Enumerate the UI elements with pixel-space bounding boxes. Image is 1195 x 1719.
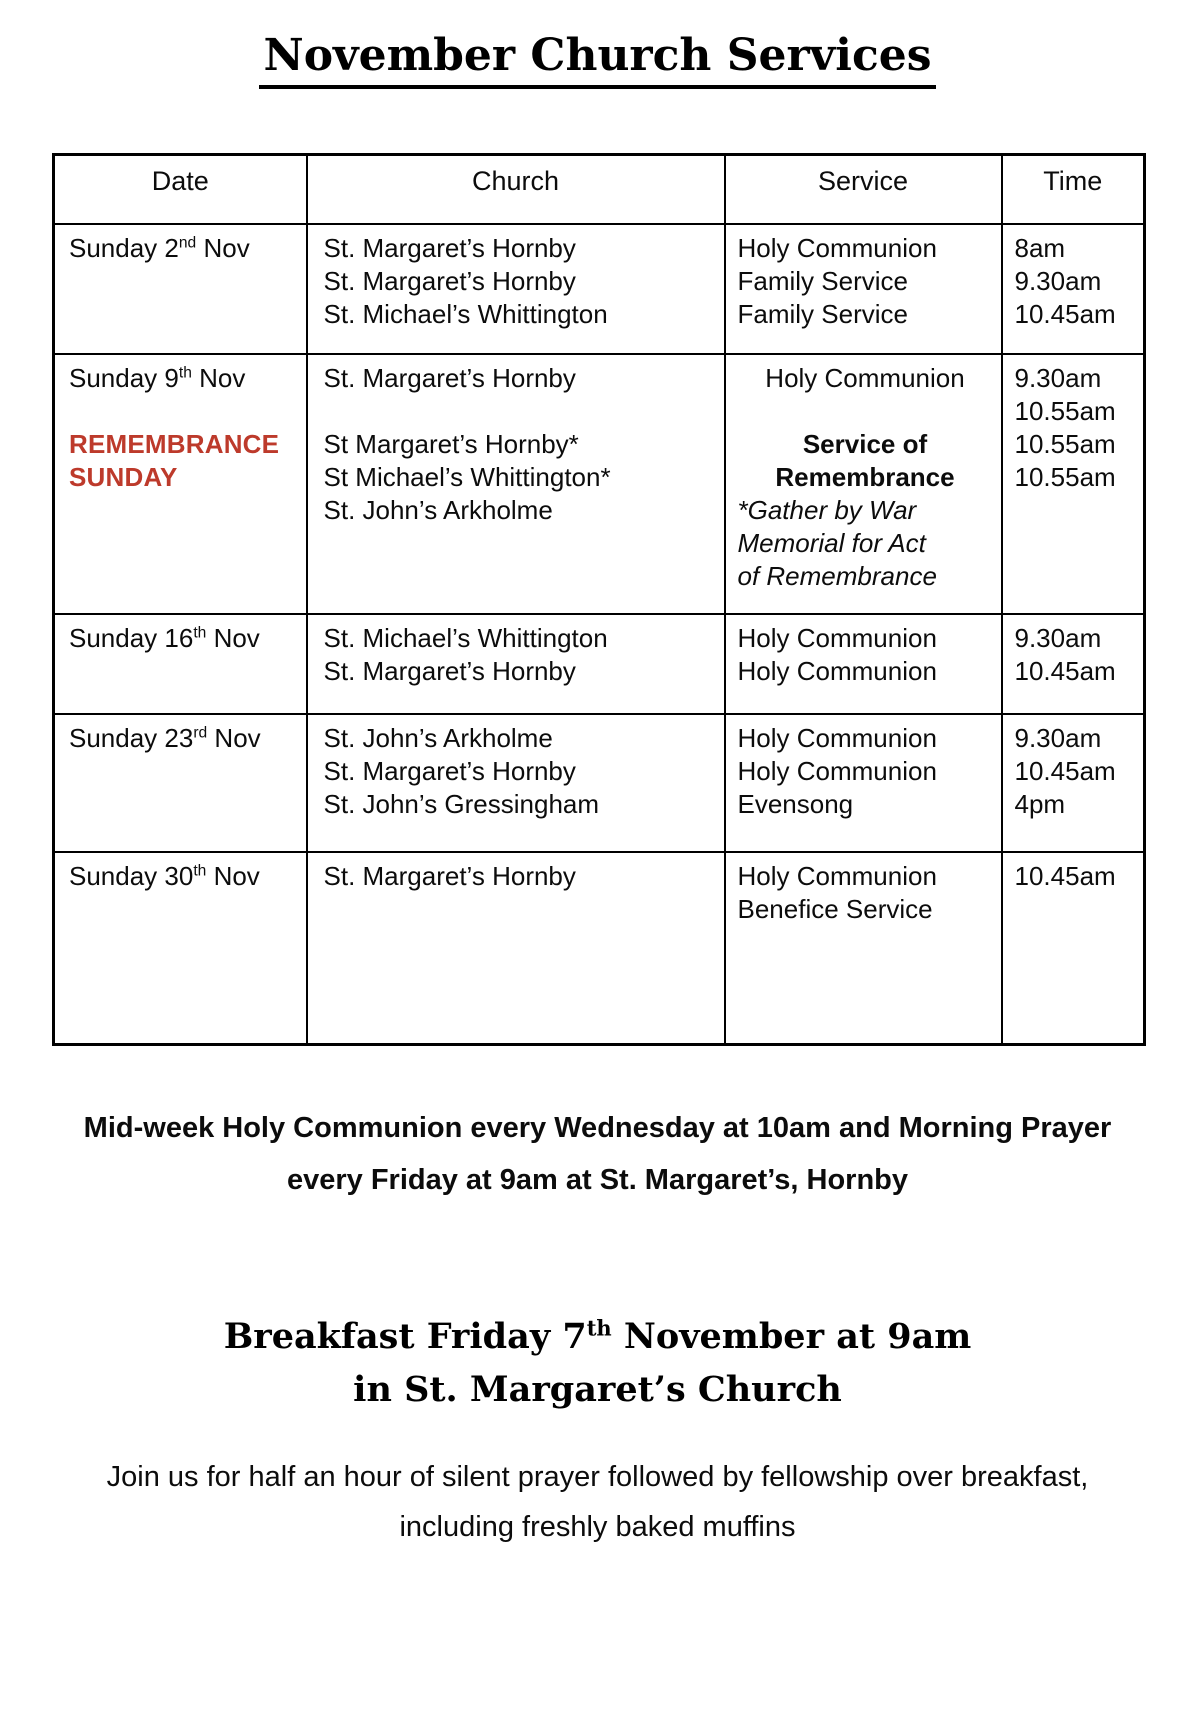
church-cell [307,354,725,614]
col-header-date: Date [54,154,307,224]
church-name: St Michael’s Whittington* [323,462,611,493]
church-cell [307,852,725,1044]
church-name: St. Michael’s Whittington [323,623,608,654]
service-footnote: Memorial for Act [737,528,926,559]
time-cell [1002,614,1145,714]
service-time: 10.45am [1014,861,1116,892]
page-title: November Church Services [259,30,935,89]
date-cell [54,224,307,354]
service-time: 4pm [1014,789,1066,820]
service-name: Holy Communion [737,656,937,687]
table-row [54,224,1145,354]
service-name: Holy Communion [737,861,937,892]
service-name: Holy Communion [737,623,937,654]
blank-line [69,395,302,428]
church-name: St. Margaret’s Hornby [323,363,576,394]
midweek-note: Mid-week Holy Communion every Wednesday at 10am and Morning Prayer every Friday at 9am at St. Margaret’s, Hornby [83,1111,1112,1196]
breakfast-subtext: Join us for half an hour of silent prayer followed by fellowship over breakfast, including freshly baked muffins [106,1460,1089,1543]
date-label: Sunday 30th Nov [69,861,260,892]
service-name: Holy Communion [737,723,937,754]
date-cell [54,852,307,1044]
service-cell [725,614,1002,714]
service-name: Holy Communion [737,233,937,264]
service-time: 8am [1014,233,1066,264]
service-name: Family Service [737,299,908,330]
col-header-service: Service [725,154,1002,224]
service-time: 9.30am [1014,623,1102,654]
date-cell [54,354,307,614]
ordinal-suffix: th [586,1315,612,1341]
ordinal-suffix: th [193,624,207,642]
service-cell [725,224,1002,354]
date-cell [54,714,307,852]
church-name: St. Michael’s Whittington [323,299,608,330]
service-name: Remembrance [775,462,955,493]
blank-line [738,395,993,428]
church-name: St Margaret’s Hornby* [323,429,579,460]
service-cell [725,354,1002,614]
service-name: Benefice Service [737,894,933,925]
service-cell [725,852,1002,1044]
date-label: Sunday 23rd Nov [69,723,261,754]
ordinal-suffix: th [193,862,207,880]
table-row [54,354,1145,614]
ordinal-suffix: nd [178,234,197,252]
services-table [52,153,1146,1046]
service-time: 10.45am [1014,656,1116,687]
breakfast-heading [0,1310,1195,1416]
service-time: 10.55am [1014,462,1116,493]
table-row [54,614,1145,714]
church-name: St. John’s Arkholme [323,495,553,526]
breakfast-heading-line1: Breakfast Friday 7th November at 9am [223,1315,972,1357]
date-label: Sunday 2nd Nov [69,233,250,264]
breakfast-heading-line2: in St. Margaret’s Church [353,1368,842,1410]
church-name: St. Margaret’s Hornby [323,266,576,297]
service-name: Service of [802,429,928,460]
service-time: 10.45am [1014,756,1116,787]
table-row [54,714,1145,852]
col-header-time: Time [1002,154,1145,224]
church-name: St. John’s Gressingham [323,789,600,820]
date-label: Sunday 16th Nov [69,623,260,654]
col-header-church: Church [307,154,725,224]
church-cell [307,614,725,714]
title-wrap [0,0,1195,89]
ordinal-suffix: rd [193,724,208,742]
church-cell [307,224,725,354]
service-name: Holy Communion [765,363,965,394]
church-name: St. Margaret’s Hornby [323,233,576,264]
table-row [54,852,1145,1044]
remembrance-label: SUNDAY [69,462,178,493]
blank-line [324,395,718,428]
time-cell [1002,224,1145,354]
church-name: St. Margaret’s Hornby [323,656,576,687]
ordinal-suffix: th [178,364,192,382]
remembrance-label: REMEMBRANCE [69,429,280,460]
service-time: 10.55am [1014,429,1116,460]
time-cell [1002,714,1145,852]
service-name: Family Service [737,266,908,297]
church-name: St. John’s Arkholme [323,723,553,754]
service-cell [725,714,1002,852]
service-time: 10.45am [1014,299,1116,330]
service-name: Holy Communion [737,756,937,787]
service-name: Evensong [737,789,854,820]
service-time: 9.30am [1014,723,1102,754]
time-cell [1002,852,1145,1044]
church-name: St. Margaret’s Hornby [323,861,576,892]
time-cell [1002,354,1145,614]
service-time: 9.30am [1014,363,1102,394]
service-footnote: of Remembrance [737,561,937,592]
date-cell [54,614,307,714]
service-time: 10.55am [1014,396,1116,427]
church-cell [307,714,725,852]
service-time: 9.30am [1014,266,1102,297]
table-header-row [54,154,1145,224]
date-label: Sunday 9th Nov [69,363,246,394]
church-name: St. Margaret’s Hornby [323,756,576,787]
service-footnote: *Gather by War [737,495,917,526]
